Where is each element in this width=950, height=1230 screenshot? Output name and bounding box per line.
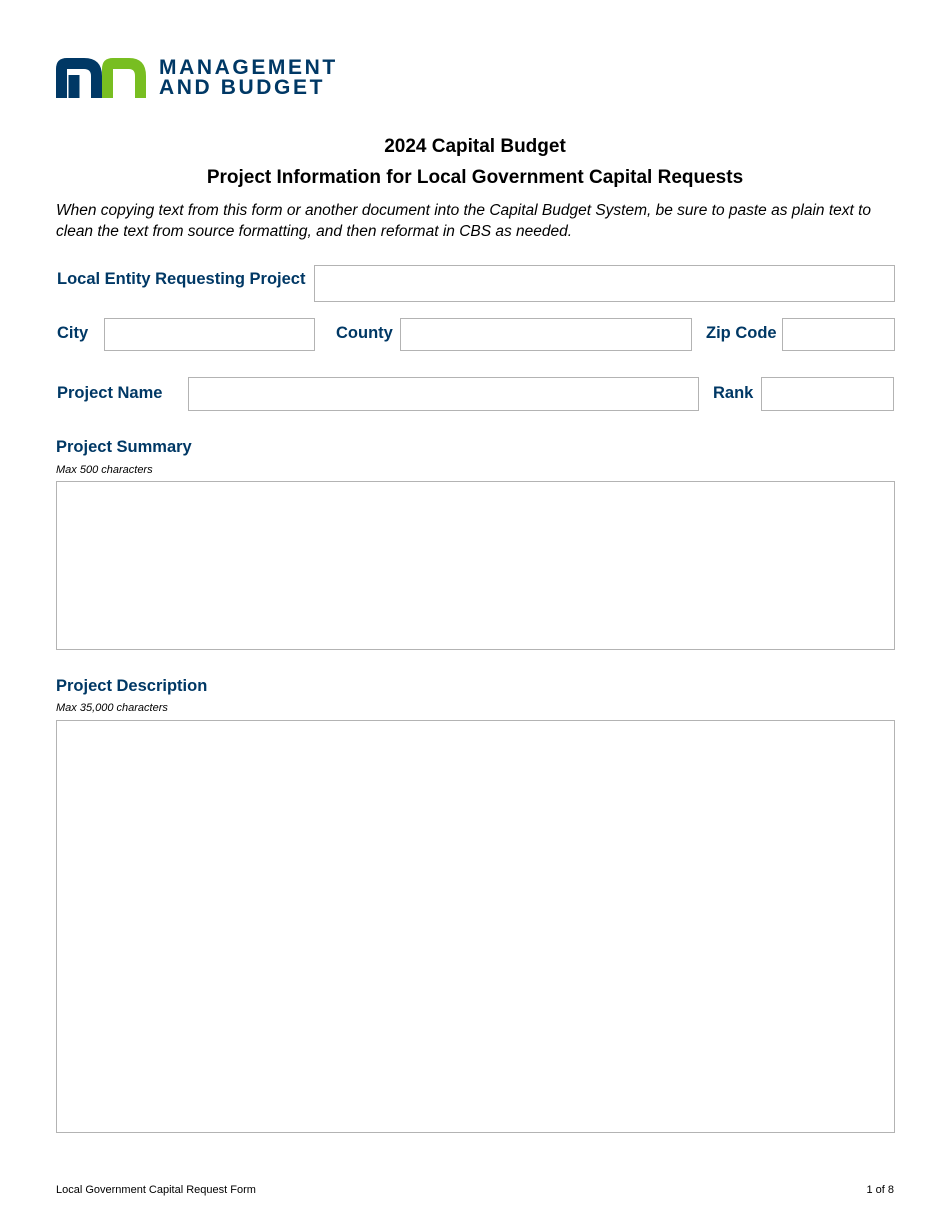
logo-wordmark — [159, 58, 338, 98]
project-name-input[interactable] — [188, 377, 699, 411]
local-entity-label: Local Entity Requesting Project — [57, 270, 306, 288]
page-title: 2024 Capital Budget — [384, 136, 566, 157]
county-label: County — [336, 324, 393, 342]
rank-input[interactable] — [761, 377, 894, 411]
project-summary-textarea[interactable] — [56, 481, 895, 650]
footer-page-number: 1 of 8 — [866, 1184, 894, 1196]
instructions-text: When copying text from this form or another document into the Capital Budget System, be sure to paste as plain text to clean the text from source formatting, and then reformat in CBS as needed. — [56, 202, 872, 240]
project-summary-hint: Max 500 characters — [56, 464, 153, 476]
project-description-textarea[interactable] — [56, 720, 895, 1133]
zip-code-input[interactable] — [782, 318, 895, 351]
rank-label: Rank — [713, 384, 754, 402]
city-input[interactable] — [104, 318, 315, 351]
county-input[interactable] — [400, 318, 692, 351]
project-description-hint: Max 35,000 characters — [56, 702, 168, 714]
zip-code-label: Zip Code — [706, 324, 777, 342]
local-entity-input[interactable] — [314, 265, 895, 302]
footer-form-name: Local Government Capital Request Form — [56, 1184, 256, 1196]
page-subtitle: Project Information for Local Government Capital Requests — [206, 167, 744, 188]
mn-logo-mark-icon — [56, 58, 148, 98]
logo-line-1: MANAGEMENT — [159, 56, 338, 79]
mmb-logo — [56, 58, 346, 100]
city-label: City — [57, 324, 89, 342]
project-summary-heading: Project Summary — [56, 438, 192, 456]
logo-line-2: AND BUDGET — [159, 76, 325, 99]
project-name-label: Project Name — [57, 384, 163, 402]
project-description-heading: Project Description — [56, 677, 208, 695]
